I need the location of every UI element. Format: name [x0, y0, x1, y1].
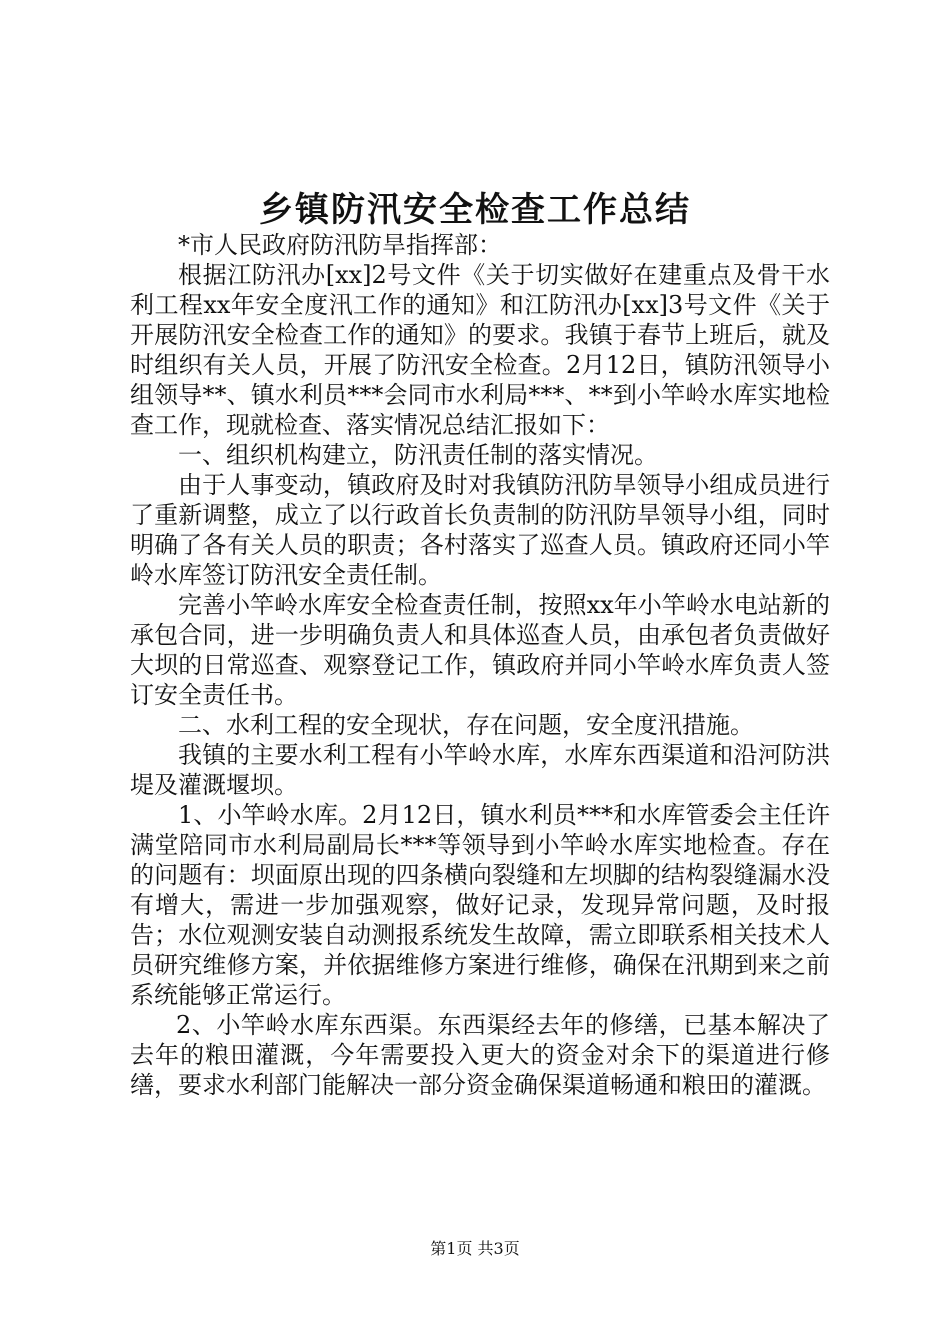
addressee: *市人民政府防汛防旱指挥部： [178, 231, 502, 259]
paragraph: 根据江防汛办[xx]2号文件《关于切实做好在建重点及骨干水利工程xx年安全度汛工作的通知》和江防汛办[xx]3号文件《关于开展防汛安全检查工作的通知》的要求。我镇于春节上班后，就及时组织有关人员，开展了防汛安全检查。2月12日，镇防汛领导小组领导**、镇水利员***会同市水利局***、**到小竿岭水库实地检查工作，现就检查、落实情况总结汇报如下： [130, 261, 830, 439]
paragraph: 1、小竿岭水库。2月12日，镇水利员***和水库管委会主任许满堂陪同市水利局副局长***等领导到小竿岭水库实地检查。存在的问题有：坝面原出现的四条横向裂缝和左坝脚的结构裂缝漏水没有增大，需进一步加强观察，做好记录，发现异常问题，及时报告；水位观测安装自动测报系统发生故障，需立即联系相关技术人员研究维修方案，并依据维修方案进行维修，确保在汛期到来之前系统能够正常运行。 [130, 801, 830, 1009]
document-title: 乡镇防汛安全检查工作总结 [259, 190, 691, 230]
paragraph: 我镇的主要水利工程有小竿岭水库，水库东西渠道和沿河防洪堤及灌溉堰坝。 [130, 741, 830, 799]
section-heading: 一、组织机构建立，防汛责任制的落实情况。 [178, 441, 658, 469]
paragraph: 2、小竿岭水库东西渠。东西渠经去年的修缮，已基本解决了去年的粮田灌溉，今年需要投入更大的资金对余下的渠道进行修缮，要求水利部门能解决一部分资金确保渠道畅通和粮田的灌溉。 [130, 1011, 830, 1099]
paragraph: 由于人事变动，镇政府及时对我镇防汛防旱领导小组成员进行了重新调整，成立了以行政首长负责制的防汛防旱领导小组，同时明确了各有关人员的职责；各村落实了巡查人员。镇政府还同小竿岭水库签订防汛安全责任制。 [130, 471, 830, 589]
paragraph: 完善小竿岭水库安全检查责任制，按照xx年小竿岭水电站新的承包合同，进一步明确负责人和具体巡查人员，由承包者负责做好大坝的日常巡查、观察登记工作，镇政府并同小竿岭水库负责人签订安全责任书。 [130, 591, 830, 709]
section-heading: 二、水利工程的安全现状，存在问题，安全度汛措施。 [178, 711, 754, 739]
document-body [130, 230, 830, 1100]
page-number: 第1页 共3页 [430, 1239, 520, 1258]
